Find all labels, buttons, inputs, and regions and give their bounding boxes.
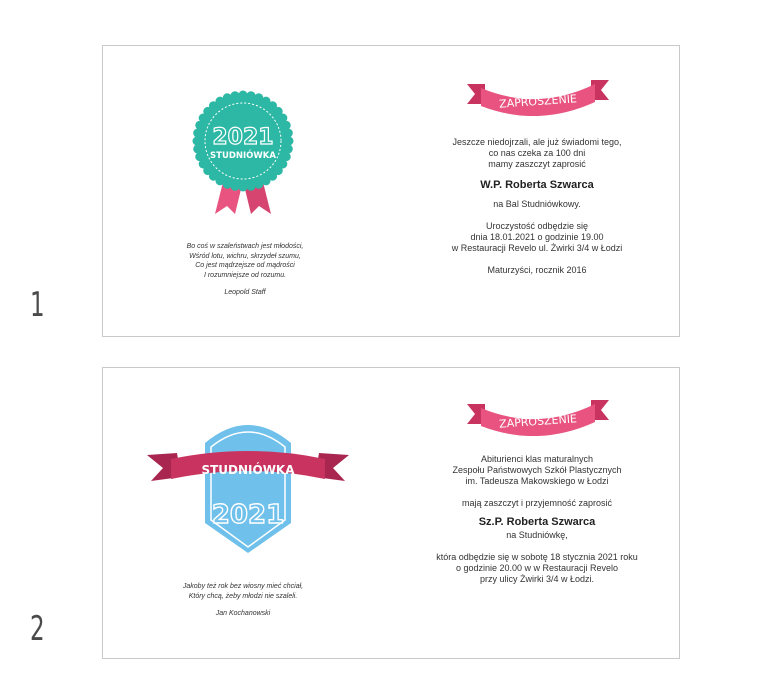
event-line: na Bal Studniówkowy. — [493, 199, 581, 209]
event-line: na Studniówkę, — [506, 530, 568, 540]
signature: Maturzyści, rocznik 2016 — [487, 265, 587, 275]
invitation-card-1 — [102, 45, 680, 337]
badge-label: STUDNIÓWKA — [201, 463, 295, 477]
poem-block — [143, 582, 343, 619]
poem-line: Co jest mądrzejsze od mądrości — [195, 262, 295, 269]
intro-line: co nas czeka za 100 dni — [488, 148, 586, 158]
invitation-text — [417, 137, 657, 276]
details-line: przy ulicy Żwirki 3/4 w Łodzi. — [479, 574, 595, 584]
details-line: Uroczystość odbędzie się — [485, 221, 589, 231]
intro-line: Zespołu Państwowych Szkół Plastycznych — [452, 465, 622, 475]
badge-year: 2021 — [211, 500, 285, 530]
invitation-text — [417, 454, 657, 585]
poem-line: I rozumniejsze od rozumu. — [203, 271, 287, 279]
details-line: w Restauracji Revelo ul. Żwirki 3/4 w Łodzi — [451, 243, 623, 253]
poem-author: Jan Kochanowski — [215, 610, 271, 617]
badge-year: 2021 — [212, 125, 274, 150]
banner-title: ZAPROSZENIE — [498, 92, 578, 111]
poem-line: Który chcą, żeby młodzi nie szaleli. — [188, 592, 298, 600]
banner-ribbon-icon — [463, 396, 613, 436]
poem-line: Jakoby też rok bez wiosny mieć chciał, — [182, 583, 304, 590]
invite-line: mają zaszczyt i przyjemność zaprosić — [461, 498, 613, 508]
details-line: dnia 18.01.2021 o godzinie 19.00 — [470, 232, 604, 242]
badge-label: STUDNIÓWKA — [210, 151, 276, 161]
invitation-card-2 — [102, 367, 680, 659]
poem-block — [145, 242, 345, 298]
intro-line: mamy zaszczyt zaprosić — [488, 159, 586, 169]
intro-line: Abiturienci klas maturalnych — [480, 454, 594, 464]
badge-rosette-icon — [183, 86, 303, 216]
intro-line: im. Tadeusza Makowskiego w Łodzi — [465, 476, 609, 486]
guest-name: W.P. Roberta Szwarca — [480, 179, 594, 191]
badge-shield-icon — [143, 413, 353, 563]
poem-line: Wśród lotu, wichru, skrzydeł szumu, — [189, 252, 301, 260]
poem-line: Bo coś w szaleństwach jest młodości, — [186, 243, 304, 250]
poem-author: Leopold Staff — [224, 289, 266, 296]
banner-title: ZAPROSZENIE — [498, 412, 578, 431]
card-number-2: 2 — [30, 609, 45, 649]
details-line: która odbędzie się w sobotę 18 stycznia 2021 roku — [436, 552, 638, 562]
details-line: o godzinie 20.00 w w Restauracji Revelo — [455, 563, 619, 573]
card-number-1: 1 — [30, 285, 45, 325]
guest-name: Sz.P. Roberta Szwarca — [478, 516, 596, 528]
banner-ribbon-icon — [463, 76, 613, 116]
intro-line: Jeszcze niedojrzali, ale już świadomi tego, — [452, 137, 622, 147]
